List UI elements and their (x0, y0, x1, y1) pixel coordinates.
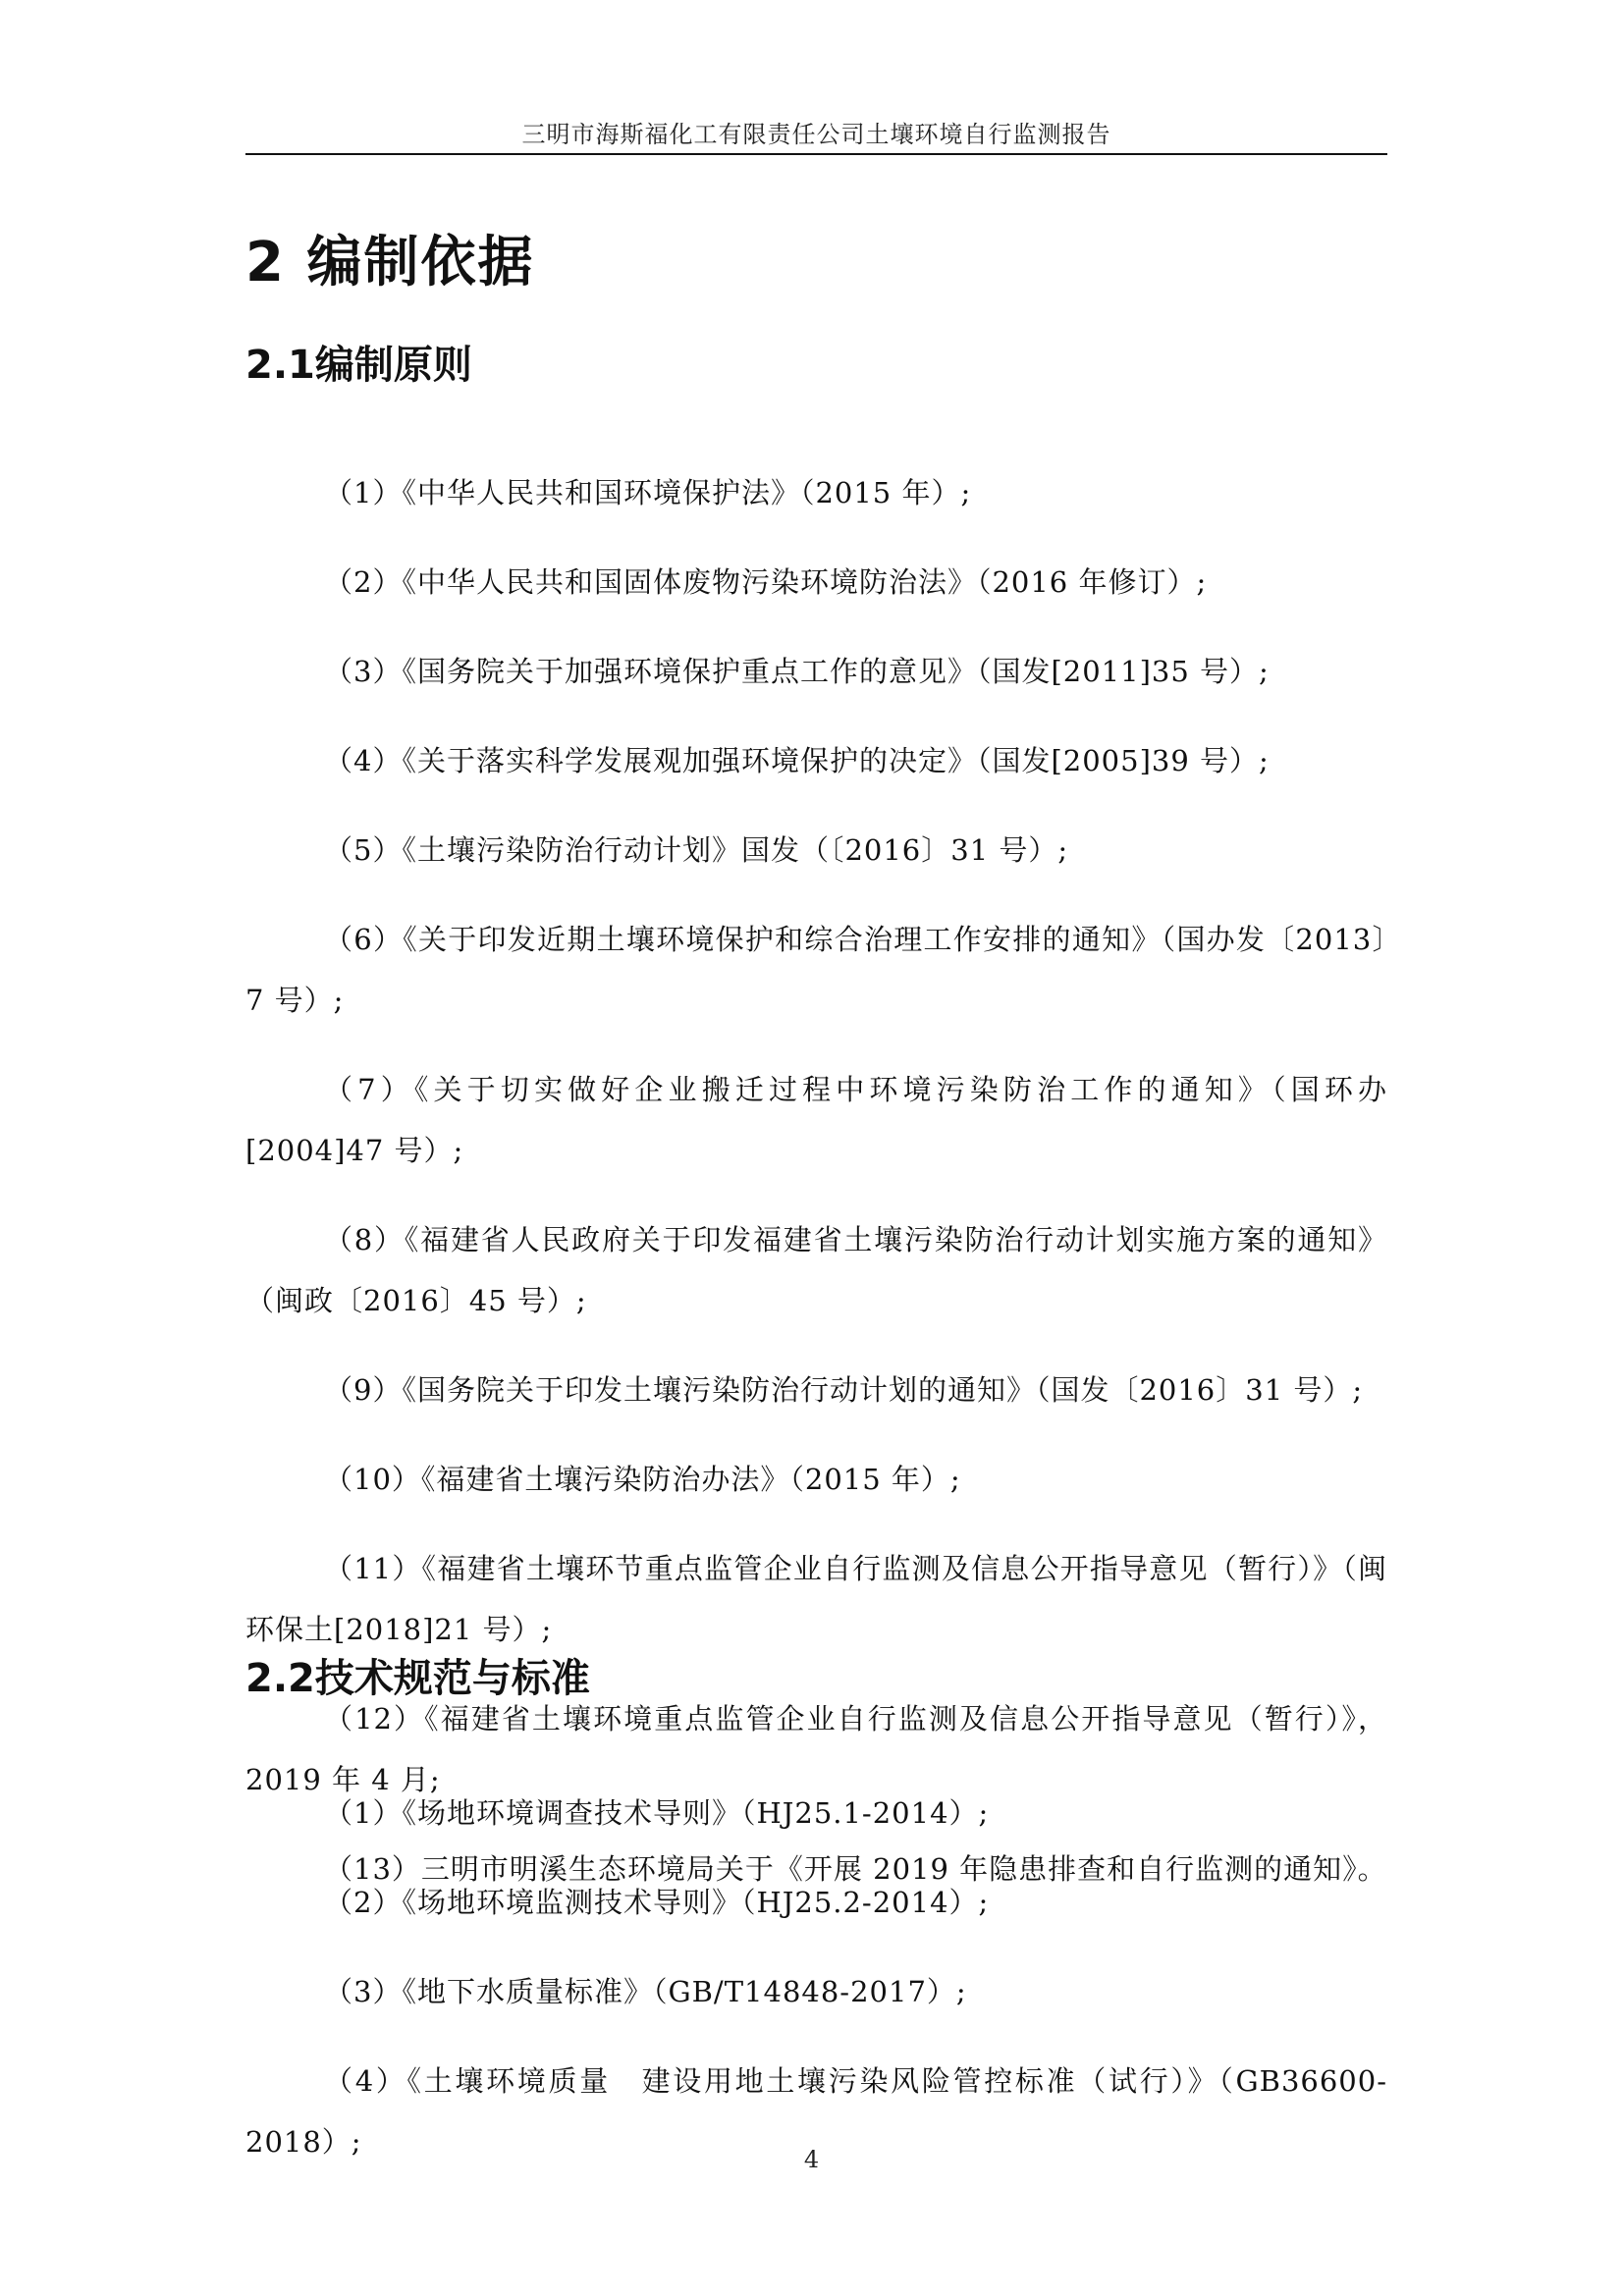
list-item: （3）《地下水质量标准》（GB/T14848-2017）; (324, 1975, 967, 2008)
list-item: （9）《国务院关于印发土壤污染防治行动计划的通知》（国发〔2016〕31 号）; (324, 1373, 1364, 1407)
section-title-principles: 2.1编制原则 (245, 343, 472, 388)
list-item: （2）《中华人民共和国固体废物污染环境防治法》（2016 年修订）; (324, 565, 1208, 599)
list-item: （4）《关于落实科学发展观加强环境保护的决定》（国发[2005]39 号）; (324, 744, 1270, 777)
section-title-standards: 2.2技术规范与标准 (245, 1656, 590, 1701)
list-item: （13）三明市明溪生态环境局关于《开展 2019 年隐患排查和自行监测的通知》。 (324, 1852, 1387, 1886)
list-item: （7）《关于切实做好企业搬迁过程中环境污染防治工作的通知》（国环办[2004]47 号）; (245, 1073, 1387, 1167)
list-item: （5）《土壤污染防治行动计划》国发（〔2016〕31 号）; (324, 833, 1069, 867)
list-item: （2）《场地环境监测技术导则》（HJ25.2-2014）; (324, 1886, 990, 1919)
list-item: （1）《场地环境调查技术导则》（HJ25.1-2014）; (324, 1796, 990, 1830)
page-number: 4 (803, 2146, 820, 2173)
list-item: （12）《福建省土壤环境重点监管企业自行监测及信息公开指导意见（暂行）》，2019 年 4 月; (245, 1702, 1387, 1796)
list-item: （10）《福建省土壤污染防治办法》（2015 年）; (324, 1463, 961, 1496)
header-divider (245, 153, 1387, 155)
list-item: （11）《福建省土壤环节重点监管企业自行监测及信息公开指导意见（暂行）》（闽环保土[2018]21 号）; (245, 1552, 1387, 1646)
standards-list (245, 1754, 1387, 2201)
list-item: （6）《关于印发近期土壤环境保护和综合治理工作安排的通知》（国办发〔2013〕7 号）; (245, 923, 1387, 1017)
list-item: （8）《福建省人民政府关于印发福建省土壤污染防治行动计划实施方案的通知》（闽政〔2016〕45 号）; (245, 1223, 1387, 1317)
list-item: （4）《土壤环境质量 建设用地土壤污染风险管控标准（试行）》（GB36600-2018）; (245, 2064, 1387, 2159)
chapter-title: 2 编制依据 (245, 231, 535, 294)
list-item: （3）《国务院关于加强环境保护重点工作的意见》（国发[2011]35 号）; (324, 655, 1270, 688)
running-header: 三明市海斯福化工有限责任公司土壤环境自行监测报告 (521, 121, 1111, 148)
list-item: （1）《中华人民共和国环境保护法》（2015 年）; (324, 476, 972, 509)
